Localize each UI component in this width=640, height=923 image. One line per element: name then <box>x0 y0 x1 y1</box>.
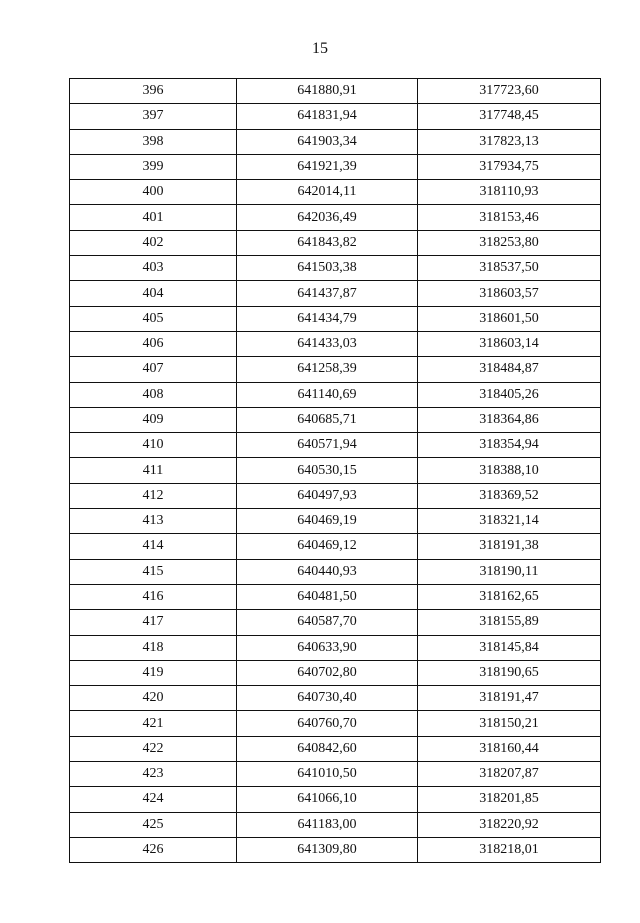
point-number-cell: 410 <box>70 433 237 458</box>
x-coordinate-cell: 640571,94 <box>237 433 418 458</box>
table-row <box>70 230 601 255</box>
table-row <box>70 256 601 281</box>
point-number-cell: 415 <box>70 559 237 584</box>
table-row <box>70 79 601 104</box>
x-coordinate-cell: 640633,90 <box>237 635 418 660</box>
point-number-cell: 420 <box>70 686 237 711</box>
y-coordinate-cell: 317934,75 <box>418 154 601 179</box>
point-number-cell: 417 <box>70 610 237 635</box>
table-row <box>70 559 601 584</box>
y-coordinate-cell: 318354,94 <box>418 433 601 458</box>
y-coordinate-cell: 318191,47 <box>418 686 601 711</box>
point-number-cell: 401 <box>70 205 237 230</box>
point-number-cell: 402 <box>70 230 237 255</box>
table-row <box>70 736 601 761</box>
y-coordinate-cell: 318218,01 <box>418 837 601 862</box>
y-coordinate-cell: 318537,50 <box>418 256 601 281</box>
table-row <box>70 331 601 356</box>
table-row <box>70 509 601 534</box>
x-coordinate-cell: 641309,80 <box>237 837 418 862</box>
y-coordinate-cell: 318190,11 <box>418 559 601 584</box>
table-row <box>70 837 601 862</box>
y-coordinate-cell: 318110,93 <box>418 180 601 205</box>
y-coordinate-cell: 318191,38 <box>418 534 601 559</box>
y-coordinate-cell: 318484,87 <box>418 357 601 382</box>
y-coordinate-cell: 318162,65 <box>418 584 601 609</box>
x-coordinate-cell: 641010,50 <box>237 762 418 787</box>
x-coordinate-cell: 641140,69 <box>237 382 418 407</box>
page-number: 15 <box>312 40 328 57</box>
table-row <box>70 357 601 382</box>
x-coordinate-cell: 641903,34 <box>237 129 418 154</box>
x-coordinate-cell: 641258,39 <box>237 357 418 382</box>
x-coordinate-cell: 641434,79 <box>237 306 418 331</box>
x-coordinate-cell: 640469,19 <box>237 509 418 534</box>
point-number-cell: 414 <box>70 534 237 559</box>
x-coordinate-cell: 640685,71 <box>237 407 418 432</box>
point-number-cell: 419 <box>70 660 237 685</box>
point-number-cell: 422 <box>70 736 237 761</box>
x-coordinate-cell: 640702,80 <box>237 660 418 685</box>
x-coordinate-cell: 641437,87 <box>237 281 418 306</box>
y-coordinate-cell: 318253,80 <box>418 230 601 255</box>
x-coordinate-cell: 641843,82 <box>237 230 418 255</box>
x-coordinate-cell: 641880,91 <box>237 79 418 104</box>
point-number-cell: 409 <box>70 407 237 432</box>
point-number-cell: 403 <box>70 256 237 281</box>
point-number-cell: 418 <box>70 635 237 660</box>
x-coordinate-cell: 641183,00 <box>237 812 418 837</box>
y-coordinate-cell: 318601,50 <box>418 306 601 331</box>
y-coordinate-cell: 318603,57 <box>418 281 601 306</box>
table-row <box>70 154 601 179</box>
table-row <box>70 407 601 432</box>
table-row <box>70 635 601 660</box>
x-coordinate-cell: 641503,38 <box>237 256 418 281</box>
x-coordinate-cell: 641433,03 <box>237 331 418 356</box>
y-coordinate-cell: 318145,84 <box>418 635 601 660</box>
y-coordinate-cell: 318190,65 <box>418 660 601 685</box>
x-coordinate-cell: 640842,60 <box>237 736 418 761</box>
table-row <box>70 458 601 483</box>
point-number-cell: 399 <box>70 154 237 179</box>
point-number-cell: 421 <box>70 711 237 736</box>
y-coordinate-cell: 318150,21 <box>418 711 601 736</box>
x-coordinate-cell: 640760,70 <box>237 711 418 736</box>
x-coordinate-cell: 640440,93 <box>237 559 418 584</box>
point-number-cell: 404 <box>70 281 237 306</box>
point-number-cell: 397 <box>70 104 237 129</box>
table-row <box>70 787 601 812</box>
y-coordinate-cell: 318160,44 <box>418 736 601 761</box>
y-coordinate-cell: 317748,45 <box>418 104 601 129</box>
table-row <box>70 483 601 508</box>
table-row <box>70 306 601 331</box>
table-row <box>70 660 601 685</box>
x-coordinate-cell: 641921,39 <box>237 154 418 179</box>
y-coordinate-cell: 317823,13 <box>418 129 601 154</box>
x-coordinate-cell: 640587,70 <box>237 610 418 635</box>
point-number-cell: 416 <box>70 584 237 609</box>
point-number-cell: 407 <box>70 357 237 382</box>
y-coordinate-cell: 318364,86 <box>418 407 601 432</box>
table-row <box>70 711 601 736</box>
table-row <box>70 382 601 407</box>
point-number-cell: 424 <box>70 787 237 812</box>
x-coordinate-cell: 640497,93 <box>237 483 418 508</box>
table-row <box>70 281 601 306</box>
table-row <box>70 433 601 458</box>
y-coordinate-cell: 317723,60 <box>418 79 601 104</box>
table-row <box>70 812 601 837</box>
table-row <box>70 610 601 635</box>
table-row <box>70 104 601 129</box>
x-coordinate-cell: 642014,11 <box>237 180 418 205</box>
table-row <box>70 534 601 559</box>
table-row <box>70 129 601 154</box>
point-number-cell: 398 <box>70 129 237 154</box>
y-coordinate-cell: 318603,14 <box>418 331 601 356</box>
point-number-cell: 423 <box>70 762 237 787</box>
x-coordinate-cell: 641066,10 <box>237 787 418 812</box>
table-row <box>70 686 601 711</box>
x-coordinate-cell: 640469,12 <box>237 534 418 559</box>
point-number-cell: 411 <box>70 458 237 483</box>
table-row <box>70 584 601 609</box>
y-coordinate-cell: 318207,87 <box>418 762 601 787</box>
point-number-cell: 408 <box>70 382 237 407</box>
point-number-cell: 406 <box>70 331 237 356</box>
y-coordinate-cell: 318153,46 <box>418 205 601 230</box>
x-coordinate-cell: 640481,50 <box>237 584 418 609</box>
point-number-cell: 396 <box>70 79 237 104</box>
point-number-cell: 426 <box>70 837 237 862</box>
y-coordinate-cell: 318321,14 <box>418 509 601 534</box>
point-number-cell: 412 <box>70 483 237 508</box>
x-coordinate-cell: 641831,94 <box>237 104 418 129</box>
x-coordinate-cell: 640530,15 <box>237 458 418 483</box>
point-number-cell: 425 <box>70 812 237 837</box>
coordinates-table-body <box>70 79 601 863</box>
y-coordinate-cell: 318388,10 <box>418 458 601 483</box>
point-number-cell: 400 <box>70 180 237 205</box>
coordinates-table <box>69 78 601 863</box>
x-coordinate-cell: 642036,49 <box>237 205 418 230</box>
point-number-cell: 413 <box>70 509 237 534</box>
y-coordinate-cell: 318369,52 <box>418 483 601 508</box>
y-coordinate-cell: 318405,26 <box>418 382 601 407</box>
table-row <box>70 180 601 205</box>
table-row <box>70 762 601 787</box>
x-coordinate-cell: 640730,40 <box>237 686 418 711</box>
table-row <box>70 205 601 230</box>
y-coordinate-cell: 318155,89 <box>418 610 601 635</box>
y-coordinate-cell: 318201,85 <box>418 787 601 812</box>
y-coordinate-cell: 318220,92 <box>418 812 601 837</box>
point-number-cell: 405 <box>70 306 237 331</box>
